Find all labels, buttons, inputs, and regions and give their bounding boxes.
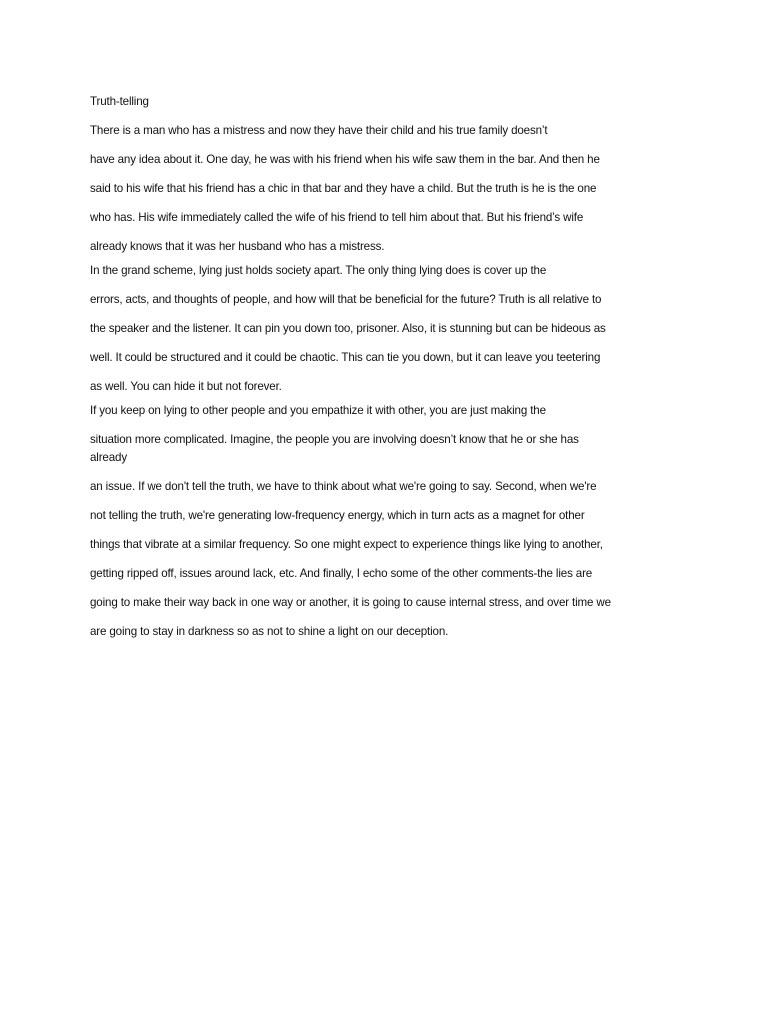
document-title: Truth-telling: [90, 95, 149, 108]
text-line: who has. His wife immediately called the wife of his friend to tell him about that. But his friend’s wife: [90, 211, 584, 224]
text-line: errors, acts, and thoughts of people, and how will that be beneficial for the future? Truth is all relative to: [90, 293, 602, 306]
text-line: as well. You can hide it but not forever.: [90, 380, 282, 393]
document-page: [90, 94, 690, 640]
text-line: not telling the truth, we're generating low-frequency energy, which in turn acts as a magnet for other: [90, 509, 585, 522]
text-line: going to make their way back in one way or another, it is going to cause internal stress, and over time we: [90, 596, 611, 609]
text-line: already: [90, 451, 127, 464]
text-line: There is a man who has a mistress and now they have their child and his true family doesn’t: [90, 124, 548, 137]
text-line: the speaker and the listener. It can pin you down too, prisoner. Also, it is stunning but can be hideous as: [90, 322, 606, 335]
text-line: well. It could be structured and it could be chaotic. This can tie you down, but it can leave you teetering: [90, 351, 601, 364]
text-line: have any idea about it. One day, he was with his friend when his wife saw them in the bar. And then he: [90, 153, 600, 166]
text-line: already knows that it was her husband who has a mistress.: [90, 240, 385, 253]
text-line: situation more complicated. Imagine, the people you are involving doesn’t know that he or she has: [90, 433, 579, 446]
text-line: are going to stay in darkness so as not to shine a light on our deception.: [90, 625, 449, 638]
text-line: getting ripped off, issues around lack, etc. And finally, I echo some of the other comments-the lies are: [90, 567, 593, 580]
text-line: an issue. If we don't tell the truth, we have to think about what we're going to say. Second, when we're: [90, 480, 597, 493]
text-line: said to his wife that his friend has a chic in that bar and they have a child. But the truth is he is the one: [90, 182, 597, 195]
text-line: If you keep on lying to other people and you empathize it with other, you are just making the: [90, 404, 546, 417]
text-line: things that vibrate at a similar frequency. So one might expect to experience things like lying to another,: [90, 538, 603, 551]
text-line: In the grand scheme, lying just holds society apart. The only thing lying does is cover up the: [90, 264, 547, 277]
